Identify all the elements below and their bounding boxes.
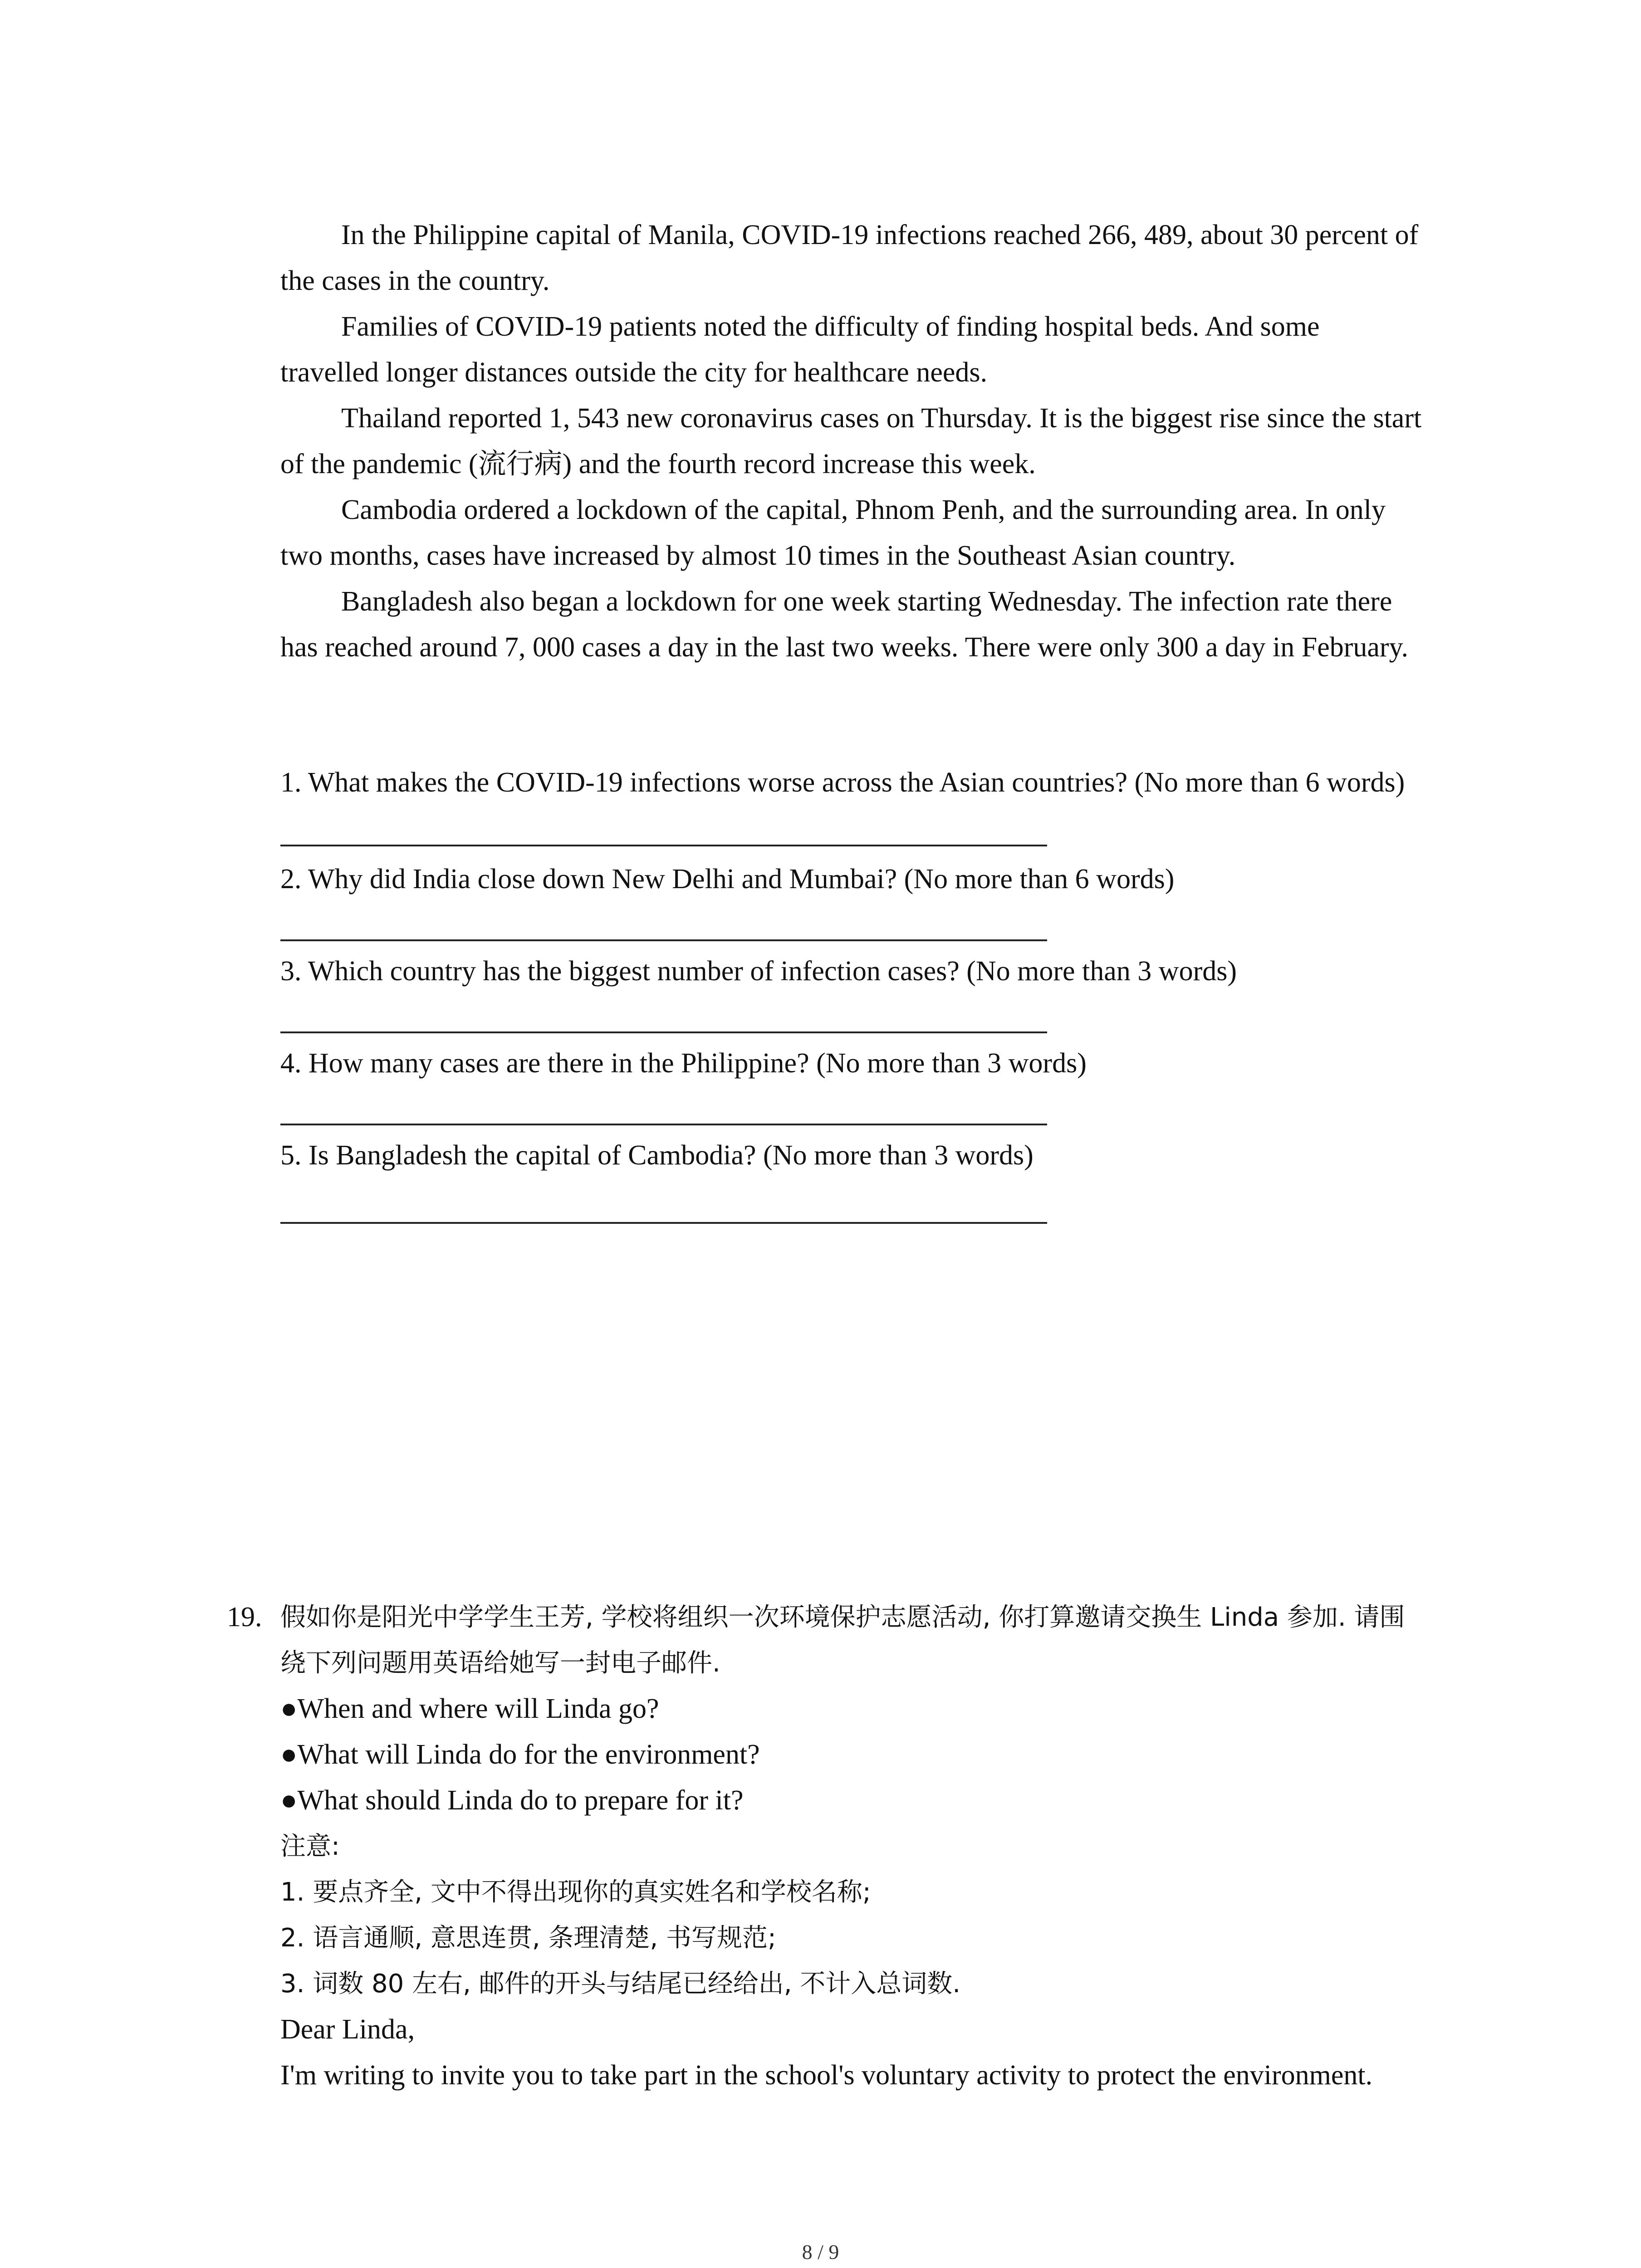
question-text: 3. Which country has the biggest number of infection cases? (No more than 3 words) bbox=[280, 956, 1237, 987]
note-item: 2. 语言通顺, 意思连贯, 条理清楚, 书写规范; bbox=[280, 1923, 776, 1953]
question-text: 5. Is Bangladesh the capital of Cambodia? (No more than 3 words) bbox=[280, 1140, 1034, 1171]
task-bullet: ●What should Linda do to prepare for it? bbox=[280, 1785, 744, 1816]
writing-task bbox=[280, 1594, 1424, 2098]
question-list bbox=[280, 760, 1424, 1225]
passage-paragraph: Bangladesh also began a lockdown for one week starting Wednesday. The infection rate there has reached around 7, 000 cases a day in the last two weeks. There were only 300 a day in February. bbox=[280, 586, 1409, 663]
letter-opening: I'm writing to invite you to take part in the school's voluntary activity to protect the environment. bbox=[280, 2060, 1373, 2091]
answer-line[interactable] bbox=[280, 939, 1047, 941]
answer-line[interactable] bbox=[280, 1222, 1047, 1224]
letter-salutation: Dear Linda, bbox=[280, 2014, 415, 2045]
question-number: 19. bbox=[227, 1602, 262, 1633]
answer-line[interactable] bbox=[280, 1031, 1047, 1033]
task-bullet: ●When and where will Linda go? bbox=[280, 1693, 659, 1724]
note-item: 1. 要点齐全, 文中不得出现你的真实姓名和学校名称; bbox=[280, 1877, 871, 1907]
answer-line[interactable] bbox=[280, 1124, 1047, 1125]
passage-paragraph: In the Philippine capital of Manila, COVID-19 infections reached 266, 489, about 30 percent of the cases in the country. bbox=[280, 220, 1419, 296]
note-item: 3. 词数 80 左右, 邮件的开头与结尾已经给出, 不计入总词数. bbox=[280, 1969, 961, 1999]
passage-paragraph: Families of COVID-19 patients noted the difficulty of finding hospital beds. And some travelled longer distances outside the city for healthcare needs. bbox=[280, 311, 1320, 388]
passage-paragraph: Thailand reported 1, 543 new coronavirus cases on Thursday. It is the biggest rise since the start of the pandemic (流行病) and the fourth record increase this week. bbox=[280, 403, 1422, 479]
passage-paragraph: Cambodia ordered a lockdown of the capital, Phnom Penh, and the surrounding area. In only two months, cases have increased by almost 10 times in the Southeast Asian country. bbox=[280, 494, 1386, 571]
task-bullet: ●What will Linda do for the environment? bbox=[280, 1739, 760, 1770]
task-prompt: 假如你是阳光中学学生王芳, 学校将组织一次环境保护志愿活动, 你打算邀请交换生 Linda 参加. 请围绕下列问题用英语给她写一封电子邮件. bbox=[280, 1603, 1405, 1678]
answer-line[interactable] bbox=[280, 845, 1047, 846]
question-text: 2. Why did India close down New Delhi and Mumbai? (No more than 6 words) bbox=[280, 864, 1175, 894]
page-number: 8 / 9 bbox=[802, 2240, 839, 2263]
reading-passage bbox=[280, 212, 1424, 670]
question-text: 1. What makes the COVID-19 infections worse across the Asian countries? (No more than 6 words) bbox=[280, 767, 1405, 798]
question-text: 4. How many cases are there in the Philippine? (No more than 3 words) bbox=[280, 1048, 1087, 1079]
notes-title: 注意: bbox=[280, 1832, 340, 1861]
